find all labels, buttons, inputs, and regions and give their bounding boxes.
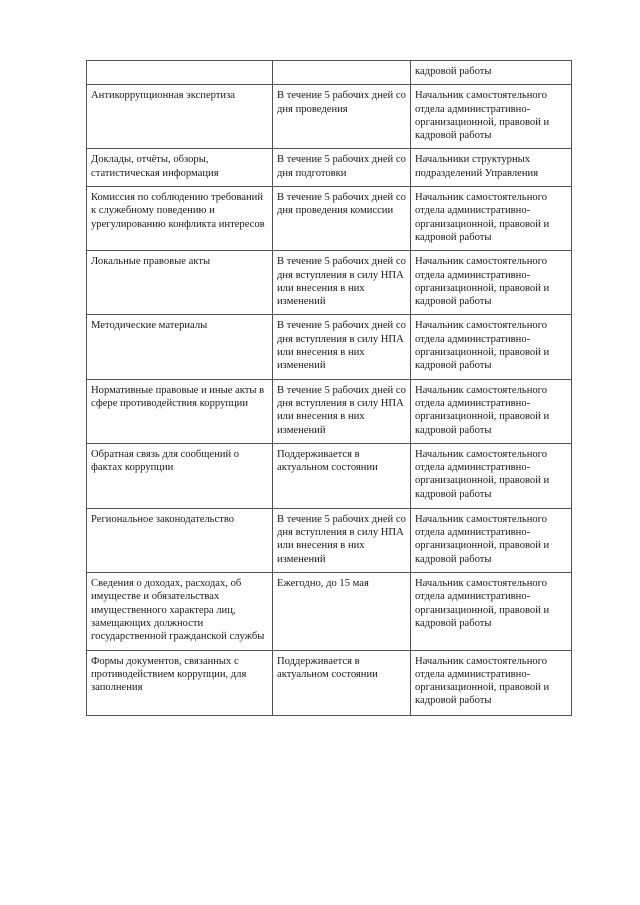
- deadline-cell: В течение 5 рабочих дней со дня вступления в силу НПА или внесения в них изменений: [273, 379, 411, 443]
- section-cell: Региональное законодательство: [87, 508, 273, 572]
- deadline-cell: [273, 61, 411, 85]
- section-cell: Локальные правовые акты: [87, 251, 273, 315]
- deadline-cell: В течение 5 рабочих дней со дня проведения комиссии: [273, 187, 411, 251]
- deadline-cell: Поддерживается в актуальном состоянии: [273, 443, 411, 508]
- table-row: [87, 379, 572, 443]
- section-cell: Обратная связь для сообщений о фактах коррупции: [87, 443, 273, 508]
- table-row: [87, 187, 572, 251]
- deadline-cell: Поддерживается в актуальном состоянии: [273, 650, 411, 715]
- document-page: [86, 60, 571, 716]
- schedule-table: [86, 60, 572, 716]
- responsible-cell: Начальник самостоятельного отдела административно-организационной, правовой и кадровой работы: [411, 251, 572, 315]
- deadline-cell: В течение 5 рабочих дней со дня вступления в силу НПА или внесения в них изменений: [273, 508, 411, 572]
- responsible-cell: кадровой работы: [411, 61, 572, 85]
- responsible-cell: Начальник самостоятельного отдела административно-организационной, правовой и кадровой работы: [411, 85, 572, 149]
- deadline-cell: Ежегодно, до 15 мая: [273, 573, 411, 650]
- table-row: [87, 251, 572, 315]
- section-cell: [87, 61, 273, 85]
- deadline-cell: В течение 5 рабочих дней со дня вступления в силу НПА или внесения в них изменений: [273, 315, 411, 379]
- table-row: [87, 508, 572, 572]
- table-row: [87, 650, 572, 715]
- responsible-cell: Начальник самостоятельного отдела административно-организационной, правовой и кадровой работы: [411, 573, 572, 650]
- responsible-cell: Начальник самостоятельного отдела административно-организационной, правовой и кадровой работы: [411, 443, 572, 508]
- section-cell: Комиссия по соблюдению требований к служебному поведению и урегулированию конфликта интересов: [87, 187, 273, 251]
- section-cell: Антикоррупционная экспертиза: [87, 85, 273, 149]
- section-cell: Методические материалы: [87, 315, 273, 379]
- responsible-cell: Начальник самостоятельного отдела административно-организационной, правовой и кадровой работы: [411, 379, 572, 443]
- responsible-cell: Начальник самостоятельного отдела административно-организационной, правовой и кадровой работы: [411, 315, 572, 379]
- responsible-cell: Начальник самостоятельного отдела административно-организационной, правовой и кадровой работы: [411, 650, 572, 715]
- table-row: [87, 149, 572, 187]
- table-row: [87, 315, 572, 379]
- responsible-cell: Начальник самостоятельного отдела административно-организационной, правовой и кадровой работы: [411, 187, 572, 251]
- deadline-cell: В течение 5 рабочих дней со дня вступления в силу НПА или внесения в них изменений: [273, 251, 411, 315]
- table-row: [87, 573, 572, 650]
- table-row: [87, 443, 572, 508]
- deadline-cell: В течение 5 рабочих дней со дня подготовки: [273, 149, 411, 187]
- section-cell: Формы документов, связанных с противодействием коррупции, для заполнения: [87, 650, 273, 715]
- table-row: [87, 61, 572, 85]
- table-row: [87, 85, 572, 149]
- section-cell: Сведения о доходах, расходах, об имуществе и обязательствах имущественного характера лиц, замещающих должности государственной гражданской службы: [87, 573, 273, 650]
- section-cell: Доклады, отчёты, обзоры, статистическая информация: [87, 149, 273, 187]
- responsible-cell: Начальник самостоятельного отдела административно-организационной, правовой и кадровой работы: [411, 508, 572, 572]
- deadline-cell: В течение 5 рабочих дней со дня проведения: [273, 85, 411, 149]
- section-cell: Нормативные правовые и иные акты в сфере противодействия коррупции: [87, 379, 273, 443]
- responsible-cell: Начальники структурных подразделений Управления: [411, 149, 572, 187]
